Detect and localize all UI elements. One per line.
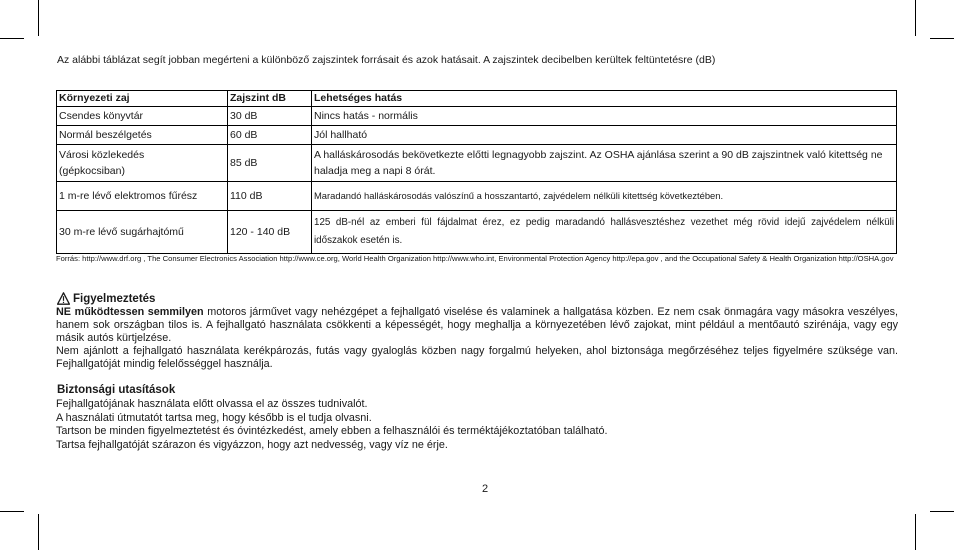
cell-environment (57, 145, 228, 182)
safety-line: Tartsa fejhallgatóját szárazon és vigyázzon, hogy azt nedvesség, vagy víz ne érje. (56, 438, 448, 451)
safety-heading: Biztonsági utasítások (57, 384, 176, 396)
safety-line: Tartson be minden figyelmeztetést és óvintézkedést, amely ebben a felhasználói és terméktájékoztatóban található. (56, 425, 608, 437)
intro-text: Az alábbi táblázat segít jobban megérteni a különböző zajszintek forrásait és azok hatásait. A zajszintek decibelben kerültek feltüntetésre (dB) (57, 54, 716, 66)
page-number: 2 (482, 483, 489, 495)
table-row (57, 126, 897, 145)
column-header-environment: Környezeti zaj (57, 91, 228, 107)
warning-title: Figyelmeztetés (73, 292, 156, 305)
table-row (57, 211, 897, 254)
safety-line: Fejhallgatójának használata előtt olvassa el az összes tudnivalót. (56, 398, 368, 410)
noise-level-table (56, 90, 897, 254)
cell-environment: Normál beszélgetés (57, 126, 228, 145)
cell-environment-line: Városi közlekedés (59, 149, 145, 161)
crop-mark (930, 38, 954, 39)
crop-mark (930, 511, 954, 512)
cell-level: 30 dB (228, 107, 312, 126)
cell-environment-line: (gépkocsiban) (59, 165, 125, 177)
table-header-row (57, 91, 897, 107)
cell-environment: Csendes könyvtár (57, 107, 228, 126)
cell-effect: Maradandó halláskárosodás valószínű a hosszantartó, zajvédelem nélküli kitettség következtében. (312, 182, 897, 211)
cell-level: 110 dB (228, 182, 312, 211)
cell-effect: A halláskárosodás bekövetkezte előtti legnagyobb zajszint. Az OSHA ajánlása szerint a 90 dB zajszintnek való kitettség ne haladja meg a napi 8 órát. (312, 145, 897, 182)
table-row (57, 182, 897, 211)
cell-level: 120 - 140 dB (228, 211, 312, 254)
warning-heading (57, 292, 155, 305)
warning-triangle-icon (57, 292, 70, 305)
column-header-effect: Lehetséges hatás (312, 91, 897, 107)
warning-paragraph (56, 306, 898, 345)
column-header-level: Zajszint dB (228, 91, 312, 107)
cell-environment: 1 m-re lévő elektromos fűrész (57, 182, 228, 211)
crop-mark (915, 0, 916, 36)
warning-paragraph: Nem ajánlott a fejhallgató használata kerékpározás, futás vagy gyaloglás közben nagy forgalmú helyeken, ahol biztonsága megőrzéséhez teljes figyelmére szüksége van. Fejhallgatóját mindig felelősséggel használja. (56, 345, 898, 370)
table-row (57, 145, 897, 182)
crop-mark (0, 511, 24, 512)
cell-effect: Nincs hatás - normális (312, 107, 897, 126)
sources-note: Forrás: http://www.drf.org , The Consumer Electronics Association http://www.ce.org, World Health Organization http://www.who.int, Environmental Protection Agency http://epa.gov , and the Occupational Safety & Health Organization http://OSHA.gov (56, 254, 894, 263)
warning-paragraph-text: motoros járművet vagy nehézgépet a fejhallgató viselése és valaminek a hallgatása közben. Ez nem csak önmagára vagy másokra veszélyes, hanem sok országban tilos is. A fejhallgató használata csökkenti a képességét, hogy meghallja a környezetében lévő zajokat, mint például a mentőautó szirénája, vagy egy másik autós kürtjelzése. (56, 306, 898, 344)
crop-mark (0, 38, 24, 39)
table-row (57, 107, 897, 126)
crop-mark (38, 0, 39, 36)
warning-bold-lead: NE működtessen semmilyen (56, 306, 204, 318)
cell-level: 85 dB (228, 145, 312, 182)
warning-body (56, 306, 898, 371)
cell-environment: 30 m-re lévő sugárhajtómű (57, 211, 228, 254)
cell-effect: 125 dB-nél az emberi fül fájdalmat érez, ez pedig maradandó hallásvesztéshez vezethet még rövid idejű zajvédelem nélküli időszakok esetén is. (312, 211, 897, 254)
safety-line: A használati útmutatót tartsa meg, hogy később is el tudja olvasni. (56, 411, 372, 424)
cell-level: 60 dB (228, 126, 312, 145)
crop-mark (915, 514, 916, 550)
cell-effect: Jól hallható (312, 126, 897, 145)
safety-instructions (56, 398, 898, 452)
crop-mark (38, 514, 39, 550)
